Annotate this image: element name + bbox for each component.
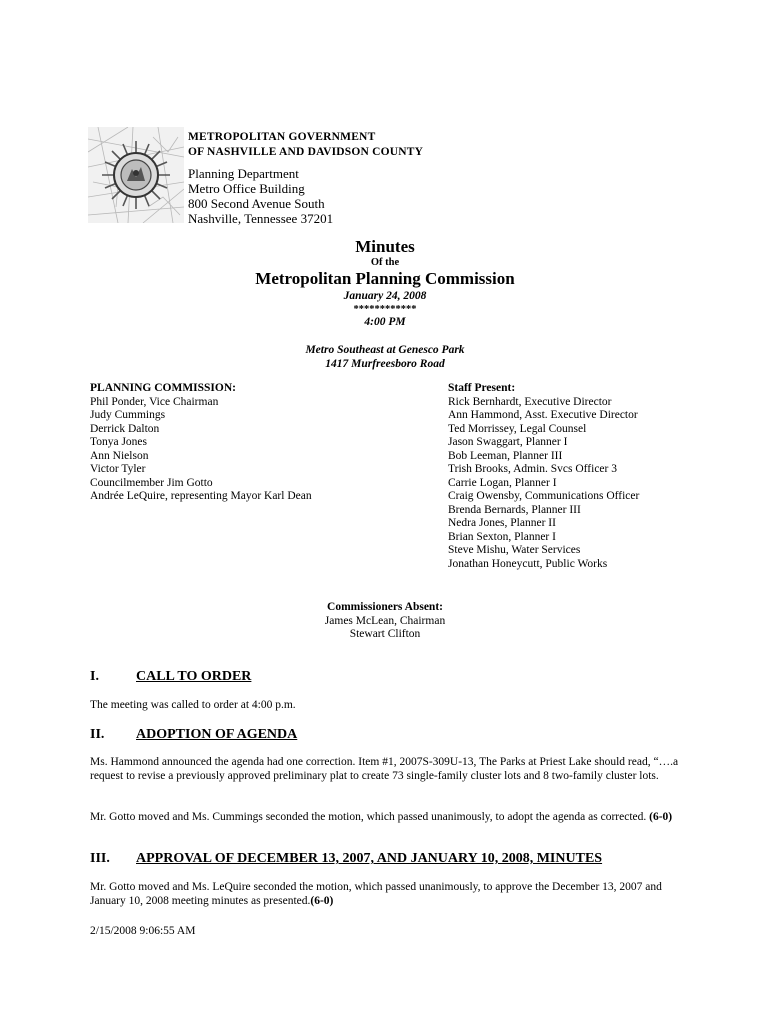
absent-heading: Commissioners Absent: [327, 601, 443, 613]
paragraph: Ms. Hammond announced the agenda had one correction. Item #1, 2007S-309U-13, The Parks at Priest Lake should read, “….a request to revise a previously approved preliminary plat to create 73 single-family cluster lots and 8 two-family cluster lots. [90, 756, 679, 782]
section-number: II. [90, 727, 105, 742]
list-item: Trish Brooks, Admin. Svcs Officer 3 [448, 463, 617, 475]
section-number: III. [90, 851, 110, 866]
paragraph: Mr. Gotto moved and Ms. Cummings seconded the motion, which passed unanimously, to adopt the agenda as corrected. (6-0) [90, 811, 673, 823]
vote-count: (6-0) [310, 895, 334, 907]
list-item: Victor Tyler [90, 463, 146, 475]
title-of-the: Of the [370, 257, 400, 268]
section-title-call-to-order: CALL TO ORDER [136, 669, 252, 684]
separator-stars: ************ [353, 304, 417, 315]
planning-commission-list [90, 382, 312, 504]
list-item: Nedra Jones, Planner II [448, 517, 556, 529]
document-title: Minutes [355, 237, 415, 256]
list-item: Phil Ponder, Vice Chairman [90, 395, 219, 408]
section-number: I. [90, 669, 99, 684]
org-name: METROPOLITAN GOVERNMENT OF NASHVILLE AND DAVIDSON COUNTY [188, 131, 424, 158]
list-item: Councilmember Jim Gotto [90, 476, 213, 489]
planning-commission-heading: PLANNING COMMISSION: [90, 382, 236, 394]
list-item: Derrick Dalton [90, 422, 160, 435]
list-item: Bob Leeman, Planner III [448, 449, 563, 462]
address-line: Planning Department [188, 166, 299, 181]
list-item: Craig Owensby, Communications Officer [448, 490, 640, 502]
address-line: Nashville, Tennessee 37201 [188, 211, 334, 226]
staff-present-list [448, 382, 639, 571]
meeting-location: Metro Southeast at Genesco Park 1417 Murfreesboro Road [305, 344, 465, 370]
list-item: Stewart Clifton [349, 628, 421, 640]
list-item: Jonathan Honeycutt, Public Works [448, 557, 608, 570]
staff-present-heading: Staff Present: [448, 382, 516, 394]
paragraph: Mr. Gotto moved and Ms. LeQuire seconded the motion, which passed unanimously, to approve the December 13, 2007 and January 10, 2008 meeting minutes as presented.(6-0) [90, 881, 662, 907]
metro-nashville-seal-logo [88, 127, 184, 223]
list-item: Ann Nielson [90, 449, 149, 462]
section-title-approval-of-minutes: APPROVAL OF DECEMBER 13, 2007, AND JANUARY 10, 2008, MINUTES [136, 851, 603, 866]
list-item: Steve Mishu, Water Services [448, 544, 581, 556]
commission-title: Metropolitan Planning Commission [255, 269, 515, 288]
commissioners-absent [0, 601, 770, 642]
address-line: Metro Office Building [188, 181, 305, 196]
list-item: Andrée LeQuire, representing Mayor Karl Dean [90, 490, 312, 502]
list-item: James McLean, Chairman [324, 614, 446, 627]
paragraph: The meeting was called to order at 4:00 p.m. [90, 699, 296, 711]
list-item: Brenda Bernards, Planner III [448, 503, 581, 516]
address-line: 800 Second Avenue South [188, 196, 325, 211]
list-item: Tonya Jones [90, 436, 148, 448]
list-item: Carrie Logan, Planner I [448, 476, 557, 489]
vote-count: (6-0) [649, 811, 673, 823]
department-address [188, 166, 333, 226]
list-item: Ted Morrissey, Legal Counsel [448, 422, 587, 435]
section-title-adoption-of-agenda: ADOPTION OF AGENDA [136, 727, 298, 742]
list-item: Brian Sexton, Planner I [448, 530, 556, 543]
list-item: Rick Bernhardt, Executive Director [448, 395, 612, 408]
meeting-date: January 24, 2008 [343, 290, 427, 302]
list-item: Ann Hammond, Asst. Executive Director [448, 409, 638, 421]
footer-timestamp: 2/15/2008 9:06:55 AM [90, 925, 196, 937]
meeting-time: 4:00 PM [364, 316, 406, 328]
list-item: Judy Cummings [90, 409, 166, 421]
list-item: Jason Swaggart, Planner I [448, 436, 568, 448]
